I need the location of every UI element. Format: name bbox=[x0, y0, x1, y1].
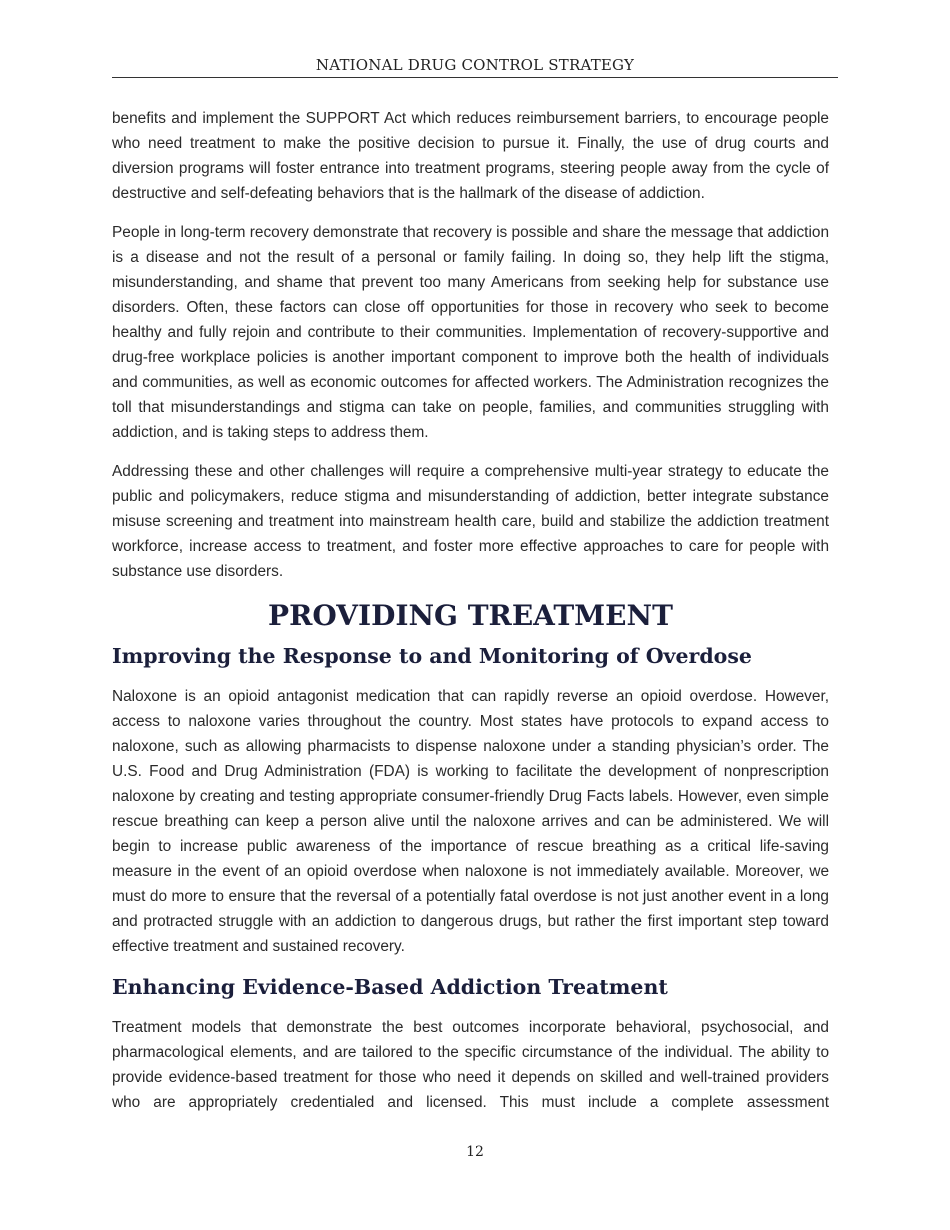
page-content bbox=[112, 106, 829, 1129]
intro-paragraph-2: People in long-term recovery demonstrate that recovery is possible and share the message that addiction is a disease and not the result of a personal or family failing. In doing so, they help lift the stigma, misunderstanding, and shame that prevent too many Americans from seeking help for substance use disorders. Often, these factors can close off opportunities for those in recovery who seek to become healthy and fully rejoin and contribute to their communities. Implementation of recovery-supportive and drug-free workplace policies is another important component to improve both the health of individuals and communities, as well as economic outcomes for affected workers. The Administration recognizes the toll that misunderstandings and stigma can take on people, families, and communities struggling with addiction, and is taking steps to address them. bbox=[112, 224, 829, 441]
subsection-body-treatment: Treatment models that demonstrate the best outcomes incorporate behavioral, psychosocial, and pharmacological elements, and are tailored to the specific circumstance of the individual. The ability to provide evidence-based treatment for those who need it depends on skilled and well-trained providers who are appropriately credentialed and licensed. This must include a complete assessment bbox=[112, 1019, 829, 1111]
intro-paragraph-3: Addressing these and other challenges will require a comprehensive multi-year strategy to educate the public and policymakers, reduce stigma and misunderstanding of addiction, better integrate substance misuse screening and treatment into mainstream health care, build and stabilize the addiction treatment workforce, increase access to treatment, and foster more effective approaches to care for people with substance use disorders. bbox=[112, 463, 829, 580]
section-title: PROVIDING TREATMENT bbox=[268, 599, 673, 632]
page-number: 12 bbox=[466, 1144, 484, 1160]
running-header: NATIONAL DRUG CONTROL STRATEGY bbox=[112, 56, 838, 78]
intro-paragraph-1: benefits and implement the SUPPORT Act which reduces reimbursement barriers, to encourage people who need treatment to make the positive decision to pursue it. Finally, the use of drug courts and diversion programs will foster entrance into treatment programs, steering people away from the cycle of destructive and self-defeating behaviors that is the hallmark of the disease of addiction. bbox=[112, 110, 829, 202]
subsection-heading-overdose: Improving the Response to and Monitoring of Overdose bbox=[112, 644, 752, 668]
subsection-body-overdose: Naloxone is an opioid antagonist medication that can rapidly reverse an opioid overdose. However, access to naloxone varies throughout the country. Most states have protocols to expand access to naloxone, such as allowing pharmacists to dispense naloxone under a standing physician’s order. The U.S. Food and Drug Administration (FDA) is working to facilitate the development of nonprescription naloxone by creating and testing appropriate consumer-friendly Drug Facts labels. However, even simple rescue breathing can keep a person alive until the naloxone arrives and can be administered. We will begin to increase public awareness of the importance of rescue breathing as a critical life-saving measure in the event of an opioid overdose when naloxone is not immediately available. Moreover, we must do more to ensure that the reversal of a potentially fatal overdose is not just another event in a long and protracted struggle with an addiction to dangerous drugs, but rather the first important step toward effective treatment and sustained recovery. bbox=[112, 688, 829, 955]
subsection-heading-treatment: Enhancing Evidence-Based Addiction Treatment bbox=[112, 975, 668, 999]
